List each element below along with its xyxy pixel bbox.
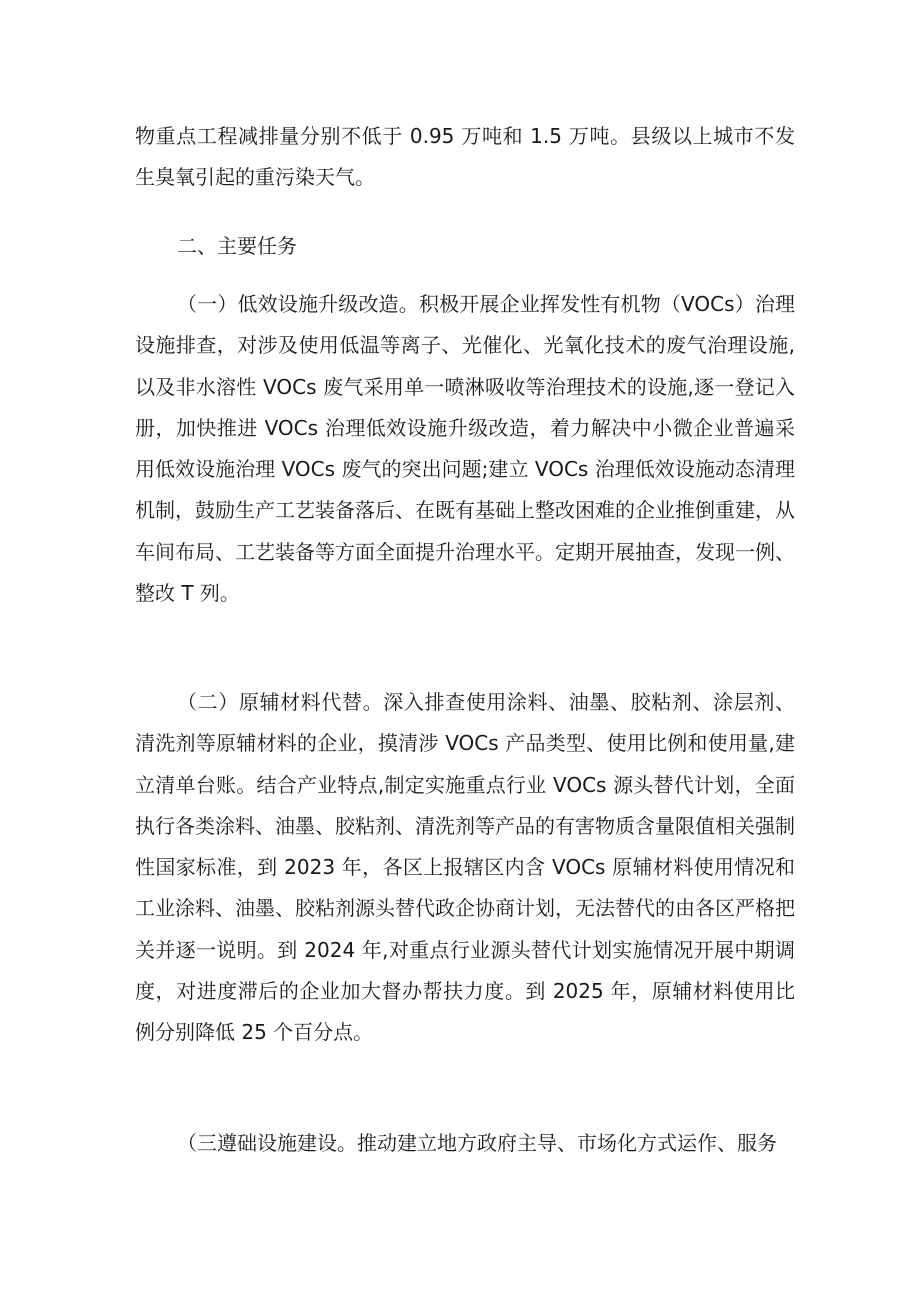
task-1-paragraph: （一）低效设施升级改造。积极开展企业挥发性有机物（VOCs）治理设施排查，对涉及使用低温等离子、光催化、光氧化技术的废气治理设施,以及非水溶性 VOCs 废气采用单一喷淋吸收等治理技术的设施,逐一登记入册，加快推进 VOCs 治理低效设施升级改造，着力解决中小微企业普遍采用低效设施治理 VOCs 废气的突出问题;建立 VOCs 治理低效设施动态清理机制，鼓励生产工艺装备落后、在既有基础上整改困难的企业推倒重建，从车间布局、工艺装备等方面全面提升治理水平。定期开展抽查，发现一例、整改 T 列。 <box>135 292 795 606</box>
task-2-paragraph: （二）原辅材料代替。深入排查使用涂料、油墨、胶粘剂、涂层剂、清洗剂等原辅材料的企业，摸清涉 VOCs 产品类型、使用比例和使用量,建立清单台账。结合产业特点,制定实施重点行业 VOCs 源头替代计划，全面执行各类涂料、油墨、胶粘剂、清洗剂等产品的有害物质含量限值相关强制性国家标准，到 2023 年，各区上报辖区内含 VOCs 原辅材料使用情况和工业涂料、油墨、胶粘剂源头替代政企协商计划，无法替代的由各区严格把关并逐一说明。到 2024 年,对重点行业源头替代计划实施情况开展中期调度，对进度滞后的企业加大督办帮扶力度。到 2025 年，原辅材料使用比例分别降低 25 个百分点。 <box>135 690 795 1045</box>
intro-paragraph: 物重点工程减排量分别不低于 0.95 万吨和 1.5 万吨。县级以上城市不发生臭氧引起的重污染天气。 <box>135 124 795 190</box>
section-heading: 二、主要任务 <box>177 234 297 258</box>
task-3-paragraph: （三遵础设施建设。推动建立地方政府主导、市场化方式运作、服务 <box>177 1131 777 1155</box>
